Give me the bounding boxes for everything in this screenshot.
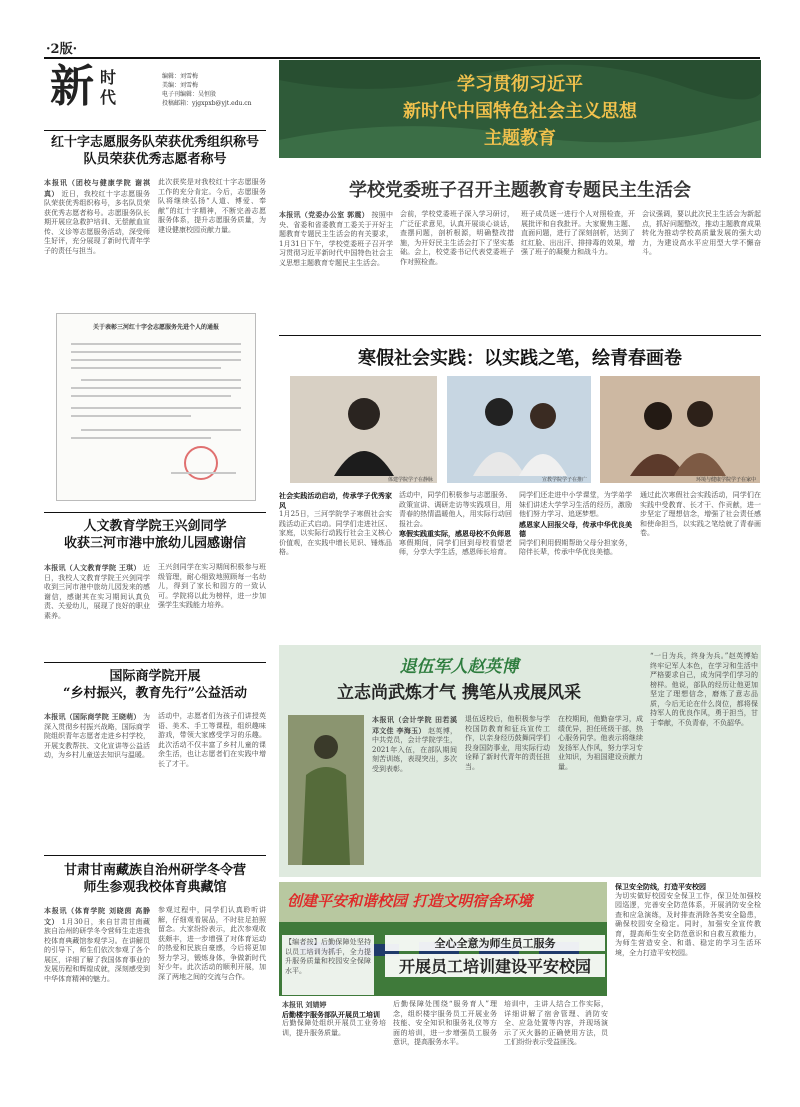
- banner-line-2: 新时代中国特色社会主义思想: [403, 101, 637, 122]
- divider: [44, 512, 266, 513]
- democracy-body-col1: 本报讯（党委办公室 郭震） 按照中央、省委和省委教育工委关于开好主题教育专题民主生活会的有关要求，1月31日下午，学校党委班子召开学习贯彻习近平新时代中国特色社会主义思想主题教育专题民主生活会。: [279, 210, 393, 267]
- banner-line-3: 主题教育: [484, 128, 556, 149]
- democracy-body-col3: 班子成员逐一进行个人对照检查，开展批评和自我批评。大家聚焦主题、直面问题，进行了深刻剖析，达到了红红脸、出出汗、排排毒的效果，增强了班子的凝聚力和战斗力。: [521, 210, 635, 256]
- safety-subhead: 后勤楼宇服务部队开展员工培训: [282, 1009, 380, 1019]
- democracy-body-col4: 会议强调，要以此次民主生活会为新起点，抓好问题整改，推动主题教育成果转化为推动学校高质量发展的强大动力，为建设高水平应用型大学不懈奋斗。: [642, 210, 761, 256]
- veteran-tag: 退伍军人赵英博: [399, 657, 519, 677]
- winter-body-col1: 社会实践活动启动，传承学子优秀家风 1月25日，三河学院学子寒假社会实践活动正式启动。同学们走进社区、家庭，以实际行动践行社会主义核心价值观，在实践中增长见识、锤炼品格。: [279, 491, 392, 556]
- democracy-body-col2: 会前，学校党委班子深入学习研讨，广泛征求意见，认真开展谈心谈话，查摆问题，剖析根源，明确整改措施，为开好民主生活会打下了坚实基础。会上，校党委书记代表党委班子作对照检查。: [400, 210, 514, 266]
- photo-family-icon: [600, 376, 760, 476]
- winter-body-col4: 通过此次寒假社会实践活动，同学们在实践中受教育、长才干、作贡献，进一步坚定了理想信念，增强了社会责任感和使命担当，以实践之笔绘就了青春画卷。: [640, 491, 761, 537]
- veteran-body-col2: 退伍返校后，他积极参与学校国防教育和征兵宣传工作，以亲身经历鼓舞同学们投身国防事业，用实际行动诠释了新时代青年的责任担当。: [465, 715, 550, 771]
- masthead: [50, 62, 272, 124]
- democracy-title: 学校党委班子召开主题教育专题民主生活会: [349, 180, 691, 201]
- gansu-body-col1: 本报讯（体育学院 刘晓茵 高静文） 1月30日，来自甘肃甘南藏族自治州的研学冬令营师生走进我校体育典藏馆参观学习。在讲解员的引导下，师生们依次参观了各个展区，详细了解了我国体育事业的发展历程和辉煌成就，深刻感受到中华体育精神的魅力。: [44, 906, 150, 983]
- title-line: 收获三河市港中旅幼儿园感谢信: [63, 536, 246, 551]
- safety-body-col2: 后勤保障处围绕“服务育人”理念，组织楼宇服务员工开展业务技能、安全知识和服务礼仪等方面的培训，进一步增强员工服务意识，提高服务水平。: [393, 1000, 497, 1046]
- winter-photo-2: [447, 376, 591, 483]
- winter-subhead: 寒假实践重实际，感恩母校不负师恩: [399, 529, 511, 538]
- veteran-title: 立志尚武炼才气 携笔从戎展风采: [337, 683, 581, 703]
- document-title: 关于表彰三河红十字会志愿服务先进个人的通报: [92, 324, 219, 331]
- gansu-title: [44, 862, 266, 896]
- masthead-credits: [162, 72, 252, 108]
- divider: [279, 335, 761, 336]
- safety-subtitle: 全心全意为师生员工服务: [385, 935, 605, 951]
- masthead-title-sub: 时代: [100, 68, 117, 107]
- winter-photo-1: [290, 376, 437, 483]
- theme-banner: [279, 60, 761, 158]
- photo-caption: 体建学院学子在静脉: [387, 477, 433, 483]
- divider: [44, 130, 266, 131]
- title-line: “乡村振兴，教育先行”公益活动: [63, 686, 247, 701]
- divider: [44, 855, 266, 856]
- credit-line: 电子刊编辑：吴恒殷: [162, 91, 217, 98]
- header-rule: [44, 57, 760, 59]
- banner-line-1: 学习贯彻习近平: [457, 74, 583, 95]
- safety-body-col4: 保卫安全防线，打造平安校园 为切实做好校园安全保卫工作，保卫处加强校园巡逻，完善安全防范体系，开展消防安全检查和应急演练，及时排查消除各类安全隐患，确保校园安全稳定。同时，加强安全宣传教育，提高师生安全防范意识和自救互救能力，为师生营造安全、和谐、稳定的学习生活环境，全力打造平安校园。: [615, 882, 761, 957]
- thanks-body-col1: 本报讯（人文教育学院 王琪） 近日，我校人文教育学院王兴剑同学收到三河市港中旅幼儿园发来的感谢信，感谢其在实习期间认真负责、关爱幼儿，展现了良好的职业素养。: [44, 563, 150, 620]
- photo-slogan: 创建平安和谐校园 打造文明宿舍环境: [287, 892, 533, 910]
- winter-body-col3: 同学们还走进中小学课堂，为学弟学妹们讲述大学学习生活的经历，激励他们努力学习、追逐梦想。 感恩家人回报父母，传承中华优良美德 同学们利用假期帮助父母分担家务，陪伴长辈，传承中华优良美德。: [519, 491, 632, 556]
- winter-photo-3: [600, 376, 760, 483]
- byline: 本报讯 刘婧婷: [282, 1000, 327, 1009]
- veteran-photo: [288, 715, 364, 865]
- redcross-body-col2: 此次获奖是对我校红十字志愿服务工作的充分肯定。今后，志愿服务队将继续弘扬“人道、博爱、奉献”的红十字精神，不断完善志愿服务体系，提升志愿服务质量，为建设健康校园贡献力量。: [158, 178, 266, 234]
- byline: 本报讯（党委办公室 郭震）: [279, 210, 369, 219]
- winter-subhead: 感恩家人回报父母，传承中华优良美德: [519, 519, 632, 538]
- editor-note: 【编者按】后勤保障处坚持以员工培训为抓手，全力提升服务质量和校园安全保障水平。: [282, 935, 374, 995]
- safety-body-col3: 培训中，主讲人结合工作实际，详细讲解了宿舍管理、消防安全、应急处置等内容，并现场演示了灭火器的正确使用方法，员工们纷纷表示受益匪浅。: [504, 1000, 608, 1046]
- byline: 本报讯（会计学院 田若溪 邓文佳 李海玉）: [372, 715, 457, 735]
- veteran-body-col1: 本报讯（会计学院 田若溪 邓文佳 李海玉） 赵英博，中共党员，会计学院学生，2021年入伍，在部队期间刻苦训练，表现突出，多次受到表彰。: [372, 715, 457, 773]
- safety-title: 开展员工培训建设平安校园: [385, 954, 605, 977]
- thanks-body-col2: 王兴剑同学在实习期间积极参与班级管理，耐心细致地照顾每一名幼儿，得到了家长和园方的一致认可。学院将以此为榜样，进一步加强学生实践能力培养。: [158, 563, 266, 609]
- masthead-title-main: 新: [50, 61, 94, 112]
- veteran-body-col3: 在校期间，他勤奋学习，成绩优异，担任班级干部，热心服务同学。他表示将继续发扬军人作风，努力学习专业知识，为祖国建设贡献力量。: [558, 715, 643, 771]
- credit-line: 投稿邮箱：yjgxpxb@yjt.edu.cn: [162, 100, 252, 107]
- title-line: 红十字志愿服务队荣获优秀组织称号: [50, 135, 259, 150]
- redcross-body-col1: 本报讯（团校与健康学院 谢祺真） 近日，我校红十字志愿服务队荣获优秀组织称号，多名队员荣获优秀志愿者称号。志愿服务队长期开展应急救护培训、无偿献血宣传、义诊等志愿服务活动，深受师生好评，充分展现了新时代青年学子的责任与担当。: [44, 178, 150, 255]
- soldier-icon: [288, 715, 364, 865]
- title-line: 队员荣获优秀志愿者称号: [83, 152, 227, 167]
- rural-body-col2: 活动中，志愿者们为孩子们讲授英语、美术、手工等课程，组织趣味游戏，带领大家感受学习的乐趣。此次活动不仅丰富了乡村儿童的课余生活，也让志愿者们在实践中增长了才干。: [158, 712, 266, 768]
- divider: [44, 662, 266, 663]
- thanks-title: [44, 518, 266, 552]
- photo-caption: 宣教学院学子在推广: [541, 477, 587, 483]
- credit-line: 编辑：刘雪梅: [162, 73, 199, 80]
- rural-title: [44, 668, 266, 702]
- redcross-title: [44, 134, 266, 168]
- page-number: ·2版·: [46, 42, 78, 57]
- byline: 本报讯（团校与健康学院 谢祺真）: [44, 178, 150, 198]
- safety-body-col1: 本报讯 刘婧婷 后勤楼宇服务部队开展员工培训 后勤保障处组织开展员工业务培训，提升服务质量。: [282, 1000, 386, 1037]
- photo-people-icon: [447, 376, 591, 476]
- title-line: 人文教育学院王兴剑同学: [83, 519, 227, 534]
- safety-subhead: 保卫安全防线，打造平安校园: [615, 882, 706, 891]
- document-text-lines: [71, 338, 241, 488]
- photo-caption: 环境与健康学院学子在家中: [695, 477, 756, 483]
- credit-line: 美编：刘雪梅: [162, 82, 199, 89]
- title-line: 甘肃甘南藏族自治州研学冬令营: [63, 863, 246, 878]
- winter-title: 寒假社会实践：以实践之笔，绘青春画卷: [358, 348, 682, 369]
- commendation-document: [56, 313, 256, 501]
- rural-body-col1: 本报讯（国际商学院 王晓萌） 为深入贯彻乡村振兴战略，国际商学院组织青年志愿者走进乡村学校，开展支教帮扶、文化宣讲等公益活动，为乡村儿童送去知识与温暖。: [44, 712, 150, 759]
- byline: 本报讯（人文教育学院 王琪）: [44, 563, 141, 572]
- byline: 本报讯（体育学院 刘晓茵 高静文）: [44, 906, 150, 926]
- title-line: 师生参观我校体育典藏馆: [83, 880, 227, 895]
- veteran-body-col4: “一日为兵，终身为兵。”赵英博始终牢记军人本色，在学习和生活中严格要求自己，成为同学们学习的榜样。他说，部队的经历让他更加坚定了理想信念，磨炼了意志品质，今后无论在什么岗位，都将保持军人的优良作风，勇于担当，甘于奉献，不负青春，不负韶华。: [650, 652, 758, 727]
- title-line: 国际商学院开展: [109, 669, 201, 684]
- winter-subhead: 社会实践活动启动，传承学子优秀家风: [279, 491, 392, 510]
- seal-stamp: [185, 447, 217, 479]
- photo-person-icon: [290, 376, 437, 476]
- gansu-body-col2: 参观过程中，同学们认真聆听讲解，仔细观看展品，不时驻足拍照留念。大家纷纷表示，此次参观收获颇丰，进一步增强了对体育运动的热爱和民族自豪感，今后将更加努力学习，锻炼身体，争做新时代好少年。此次活动的顺利开展，加深了两地之间的交流与合作。: [158, 906, 266, 981]
- winter-body-col2: 活动中，同学们积极参与志愿服务、政策宣讲、调研走访等实践项目，用青春的热情温暖他人，用实际行动回报社会。 寒假实践重实际，感恩母校不负师恩 寒假期间，同学们回到母校看望老师，分享大学生活，感恩师长培育。: [399, 491, 512, 556]
- byline: 本报讯（国际商学院 王晓萌）: [44, 712, 141, 721]
